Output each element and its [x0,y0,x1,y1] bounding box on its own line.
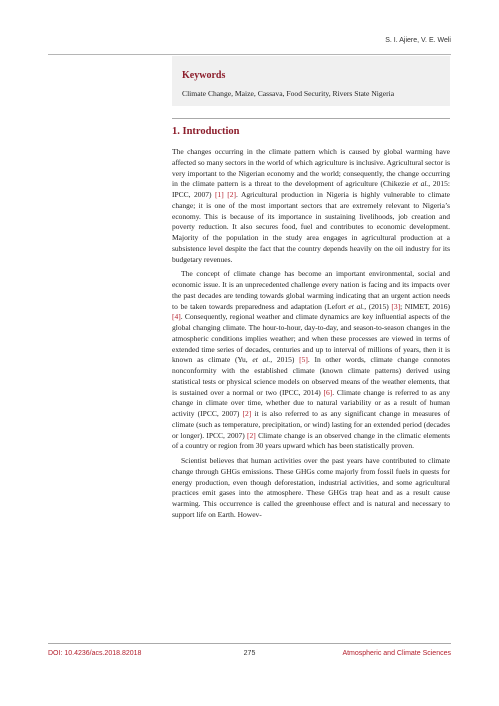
italic-text: et al. [348,301,365,311]
section-heading: 1. Introduction [172,126,240,137]
text-run: . Climate change is referred to as any change in climate over time, whether due to natural variability or as a result of human activity (IPCC, 2007) [172,387,450,418]
text-run: , (2015) [364,301,392,311]
reference-link[interactable]: [2] [242,409,252,418]
running-head: S. I. Ajiere, V. E. Weli [385,37,451,44]
section-divider [172,118,450,119]
footer-divider [48,643,451,644]
text-run: ; NIMET, 2016) [400,301,450,311]
reference-link[interactable]: [6] [323,387,333,397]
paragraph [172,269,450,452]
text-run: , 2015: IPCC, 2007) [172,179,450,199]
text-run: , 2015) [270,355,300,365]
reference-link[interactable]: [3] [391,301,401,311]
reference-link[interactable]: [5] [299,355,308,365]
text-run: it is also referred to as any significant change in measures of climate (such as temperature, precipitation, or wind) lasting for an extended period (decades or longer). IPCC, 2007) [172,409,450,440]
keywords-heading: Keywords [182,70,226,81]
footer-journal: Atmospheric and Climate Sciences [342,650,451,657]
italic-text: et al. [412,179,429,189]
text-run: The concept of climate change has become an important environmental, social and economic issue. It is an unprecedented challenge every nation is facing and its impacts over the past decades are tending towards global warming indicating that an urgent action needs to be taken towards preparedness and adaptation (Lefort [172,269,450,311]
text-run: . Agricultural production in Nigeria is highly vulnerable to climate change; it is one of the most important sectors that are extremely relevant to Nigeria’s economy. This is because of its importance in sustaining livelihoods, job creation and poverty reduction. It also secures food, fuel and contributes to economic development. Majority of the population in the study area engages in agricultural production at a subsistence level despite the fact that the country depends heavily on the oil industry for its budgetary revenues. [172,190,450,264]
text-run: . Consequently, regional weather and climate dynamics are key influential aspects of the global changing climate. The hour-to-hour, day-to-day, and season-to-season changes in the atmospheric conditions implies weather; and when these processes are viewed in terms of extended time series of decades, centuries and up to interval of millions of years, then it is known as climate (Yu, [172,312,450,365]
reference-link[interactable]: [1] [2] [215,190,236,199]
reference-link[interactable]: [2] [247,430,256,440]
page-number: 275 [243,650,256,657]
keywords-text: Climate Change, Maize, Cassava, Food Security, Rivers State Nigeria [182,89,395,98]
reference-link[interactable]: [4] [172,312,181,322]
footer-doi[interactable]: DOI: 10.4236/acs.2018.82018 [48,650,142,657]
text-run: Scientist believes that human activities over the past years have contributed to climate change through GHGs emissions. These GHGs come majorly from fossil fuels in quests for energy production, even though deforestation, industrial activities, and some agricultural practices emit gases into the atmosphere. These GHGs trap heat and as a result cause warming. This occurrence is called the greenhouse effect and is natural and necessary to support life on Earth. Howev- [172,456,450,519]
text-run: The changes occurring in the climate pattern which is caused by global warming have affected so many sectors in the world of which agriculture is inclusive. Agricultural sector is very important to the Nigerian economy and the world; consequently, the change occurring in the climate pattern is a threat to the development of agriculture (Chikezie [172,147,450,189]
italic-text: et al. [252,355,271,365]
paragraph [172,147,450,265]
text-run: Climate change is an observed change in the climatic elements of a country or region from 30 years upward which has been statistically proven. [172,430,451,451]
header-divider [48,54,451,55]
text-run: . In other words, climate change connotes nonconformity with the established climate (known climate patterns) derived using statistical tests or physical science models on observed means of the weather elements, that is sustained over a normal or two (IPCC, 2014) [172,355,450,397]
body-text [172,147,450,525]
paragraph [172,456,450,521]
keywords-box [172,56,450,106]
